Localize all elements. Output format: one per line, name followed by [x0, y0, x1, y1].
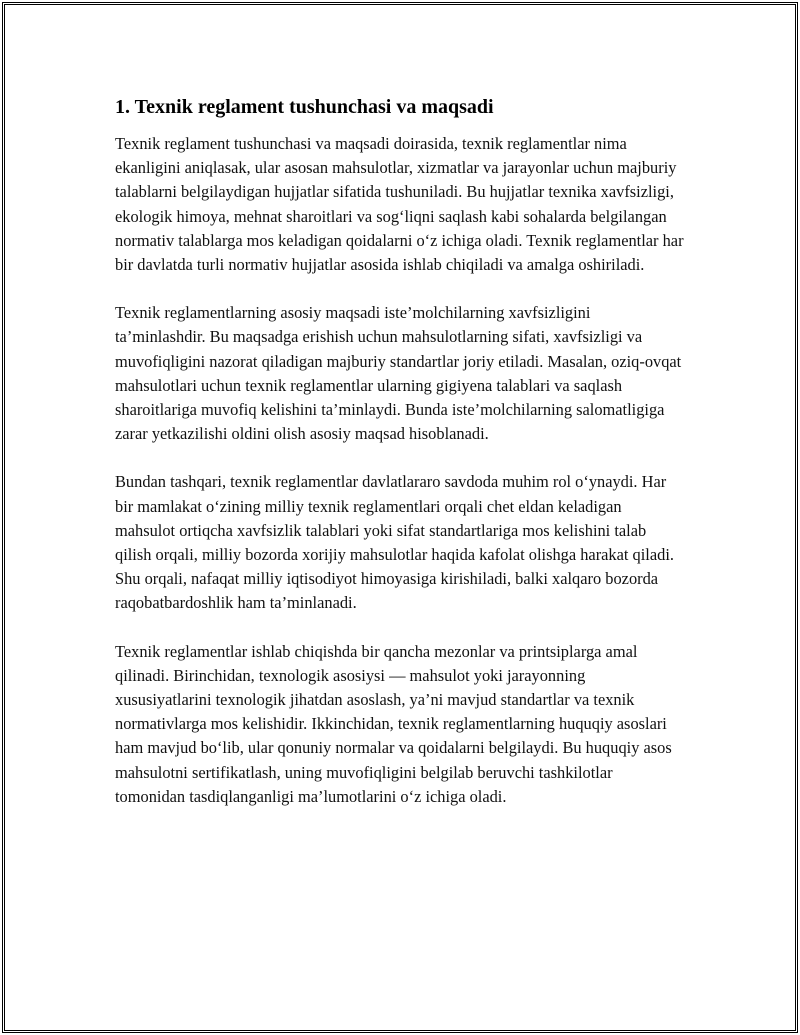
- paragraph-1: Texnik reglament tushunchasi va maqsadi doirasida, texnik reglamentlar nima ekanligini aniqlasak, ular asosan mahsulotlar, xizmatlar va jarayonlar uchun majburiy talablarni belgilaydigan hujjatlar sifatida tushuniladi. Bu hujjatlar texnika xavfsizligi, ekologik himoya, mehnat sharoitlari va sog‘liqni saqlash kabi sohalarda belgilangan normativ talablarga mos keladigan qoidalarni o‘z ichiga oladi. Texnik reglamentlar har bir davlatda turli normativ hujjatlar asosida ishlab chiqiladi va amalga oshiriladi.: [115, 134, 684, 275]
- document-body: [115, 94, 685, 833]
- paragraph-4: Texnik reglamentlar ishlab chiqishda bir qancha mezonlar va printsiplarga amal qilinadi. Birinchidan, texnologik asosiysi — mahsulot yoki jarayonning xususiyatlarini texnologik jihatdan asoslash, ya’ni mavjud standartlar va texnik normativlarga mos kelishidir. Ikkinchidan, texnik reglamentlarning huquqiy asoslari ham mavjud bo‘lib, ular qonuniy normalar va qoidalarni belgilaydi. Bu huquqiy asos mahsulotni sertifikatlash, uning muvofiqligini belgilab beruvchi tashkilotlar tomonidan tasdiqlanganligi ma’lumotlarini o‘z ichiga oladi.: [115, 641, 672, 806]
- paragraph-2: Texnik reglamentlarning asosiy maqsadi iste’molchilarning xavfsizligini ta’minlashdir. Bu maqsadga erishish uchun mahsulotlarning sifati, xavfsizligi va muvofiqligini nazorat qiladigan majburiy standartlar joriy etiladi. Masalan, oziq-ovqat mahsulotlari uchun texnik reglamentlar ularning gigiyena talablari va saqlash sharoitlariga muvofiq kelishini ta’minlaydi. Bunda iste’molchilarning salomatligiga zarar yetkazilishi oldini olish asosiy maqsad hisoblanadi.: [115, 303, 682, 444]
- section-heading: 1. Texnik reglament tushunchasi va maqsadi: [115, 96, 494, 118]
- paragraph-3: Bundan tashqari, texnik reglamentlar davlatlararo savdoda muhim rol o‘ynaydi. Har bir mamlakat o‘zining milliy texnik reglamentlari orqali chet eldan keladigan mahsulot ortiqcha xavfsizlik talablari yoki sifat standartlariga mos kelishini talab qilish orqali, milliy bozorda xorijiy mahsulotlar haqida kafolat olishga harakat qiladi. Shu orqali, nafaqat milliy iqtisodiyot himoyasiga kirishiladi, balki xalqaro bozorda raqobatbardoshlik ham ta’minlanadi.: [115, 472, 674, 613]
